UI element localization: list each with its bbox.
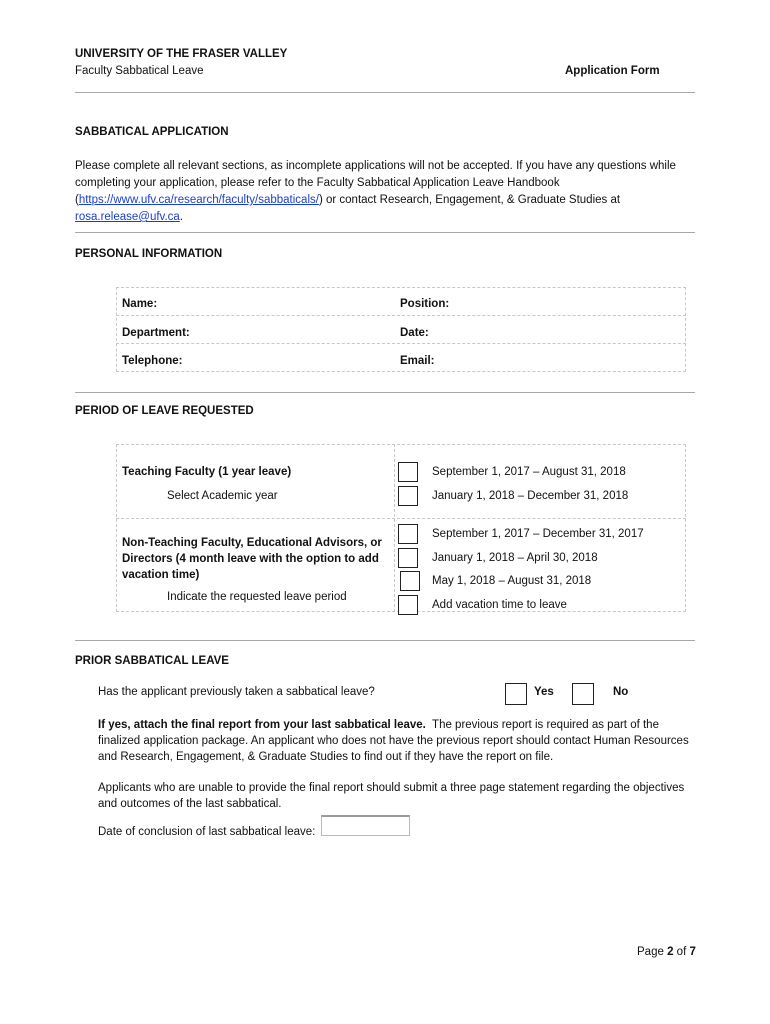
handbook-link[interactable]: https://www.ufv.ca/research/faculty/sabbaticals/ <box>78 194 319 206</box>
prior-sabbatical-no-label: No <box>613 686 629 698</box>
teaching-option-1-label: September 1, 2017 – August 31, 2018 <box>432 466 626 478</box>
prior-sabbatical-question: Has the applicant previously taken a sabbatical leave? <box>98 686 375 698</box>
nonteaching-option-2-label: January 1, 2018 – April 30, 2018 <box>432 552 598 564</box>
intro-line-4 <box>75 209 700 226</box>
prior-sabbatical-heading: PRIOR SABBATICAL LEAVE <box>75 655 229 667</box>
period-of-leave-heading: PERIOD OF LEAVE REQUESTED <box>75 405 254 417</box>
prior-sabbatical-yes-label: Yes <box>534 686 554 698</box>
last-sabbatical-date-input[interactable] <box>321 815 410 836</box>
nonteaching-option-4-checkbox[interactable] <box>398 595 418 615</box>
prior-report-note-rest: The previous report is required as part of the <box>425 719 659 731</box>
non-teaching-subtitle: Indicate the requested leave period <box>167 591 347 603</box>
prior-report-note-line-1 <box>98 717 703 733</box>
intro-paragraph <box>75 158 700 226</box>
prior-report-note-bold: If yes, attach the final report from your last sabbatical leave. <box>98 719 426 731</box>
teaching-option-2-label: January 1, 2018 – December 31, 2018 <box>432 490 629 502</box>
prior-report-note-line-3: and Research, Engagement, & Graduate Studies to find out if they have the report on file. <box>98 751 554 763</box>
unable-report-paragraph <box>98 780 703 812</box>
teaching-option-2-checkbox[interactable] <box>398 486 418 506</box>
nonteaching-option-2-checkbox[interactable] <box>398 548 418 568</box>
contact-email-link[interactable]: rosa.release@ufv.ca <box>75 211 180 223</box>
section-divider-1 <box>75 232 695 233</box>
nonteaching-option-1-label: September 1, 2017 – December 31, 2017 <box>432 528 644 540</box>
sabbatical-application-heading: SABBATICAL APPLICATION <box>75 126 229 138</box>
intro-period: . <box>179 211 183 223</box>
unable-report-line-1: Applicants who are unable to provide the final report should submit a three page statement regarding the objectives <box>98 782 685 794</box>
university-name: UNIVERSITY OF THE FRASER VALLEY <box>75 48 288 60</box>
name-label: Name: <box>122 298 158 310</box>
prior-report-note-line-2: finalized application package. An applicant who does not have the previous report should contact Human Resources <box>98 735 689 747</box>
form-type: Application Form <box>565 65 660 77</box>
page-total: 7 <box>689 946 696 958</box>
section-divider-2 <box>75 392 695 393</box>
teaching-faculty-title: Teaching Faculty (1 year leave) <box>122 466 292 478</box>
intro-line-3 <box>75 192 700 209</box>
position-label: Position: <box>400 298 450 310</box>
page-number <box>637 946 696 958</box>
date-label: Date: <box>400 327 429 339</box>
nonteaching-option-1-checkbox[interactable] <box>398 524 418 544</box>
non-teaching-title-line-2: Directors (4 month leave with the option to add <box>122 553 379 565</box>
intro-line-3-rest: ) or contact Research, Engagement, & Graduate Studies at <box>318 194 621 206</box>
non-teaching-title-line-1: Non-Teaching Faculty, Educational Advisors, or <box>122 537 382 549</box>
non-teaching-title-line-3: vacation time) <box>122 569 200 581</box>
nonteaching-option-3-checkbox[interactable] <box>400 571 420 591</box>
leave-col-divider <box>394 444 395 612</box>
header-divider <box>75 92 695 93</box>
telephone-label: Telephone: <box>122 355 183 367</box>
nonteaching-option-3-label: May 1, 2018 – August 31, 2018 <box>432 575 592 587</box>
email-label: Email: <box>400 355 435 367</box>
prior-sabbatical-no-checkbox[interactable] <box>572 683 594 705</box>
intro-line-2: completing your application, please refer to the Faculty Sabbatical Application Leave Handbook <box>75 177 560 189</box>
prior-report-note <box>98 717 703 765</box>
page-of: of <box>676 946 687 958</box>
last-sabbatical-date-label: Date of conclusion of last sabbatical leave: <box>98 826 316 838</box>
personal-row-divider-2 <box>116 343 686 344</box>
teaching-option-1-checkbox[interactable] <box>398 462 418 482</box>
teaching-faculty-subtitle: Select Academic year <box>167 490 278 502</box>
personal-row-divider-1 <box>116 315 686 316</box>
page-current: 2 <box>667 946 674 958</box>
nonteaching-option-4-label: Add vacation time to leave <box>432 599 567 611</box>
section-divider-3 <box>75 640 695 641</box>
intro-line-1: Please complete all relevant sections, as incomplete applications will not be accepted. If you have any questions while <box>75 160 676 172</box>
form-subtitle: Faculty Sabbatical Leave <box>75 65 204 77</box>
personal-information-heading: PERSONAL INFORMATION <box>75 248 223 260</box>
department-label: Department: <box>122 327 190 339</box>
page-word: Page <box>637 946 664 958</box>
prior-sabbatical-yes-checkbox[interactable] <box>505 683 527 705</box>
leave-row-divider <box>116 518 686 519</box>
paren-open: ( <box>75 194 79 206</box>
unable-report-line-2: and outcomes of the last sabbatical. <box>98 798 282 810</box>
non-teaching-title <box>122 535 382 583</box>
